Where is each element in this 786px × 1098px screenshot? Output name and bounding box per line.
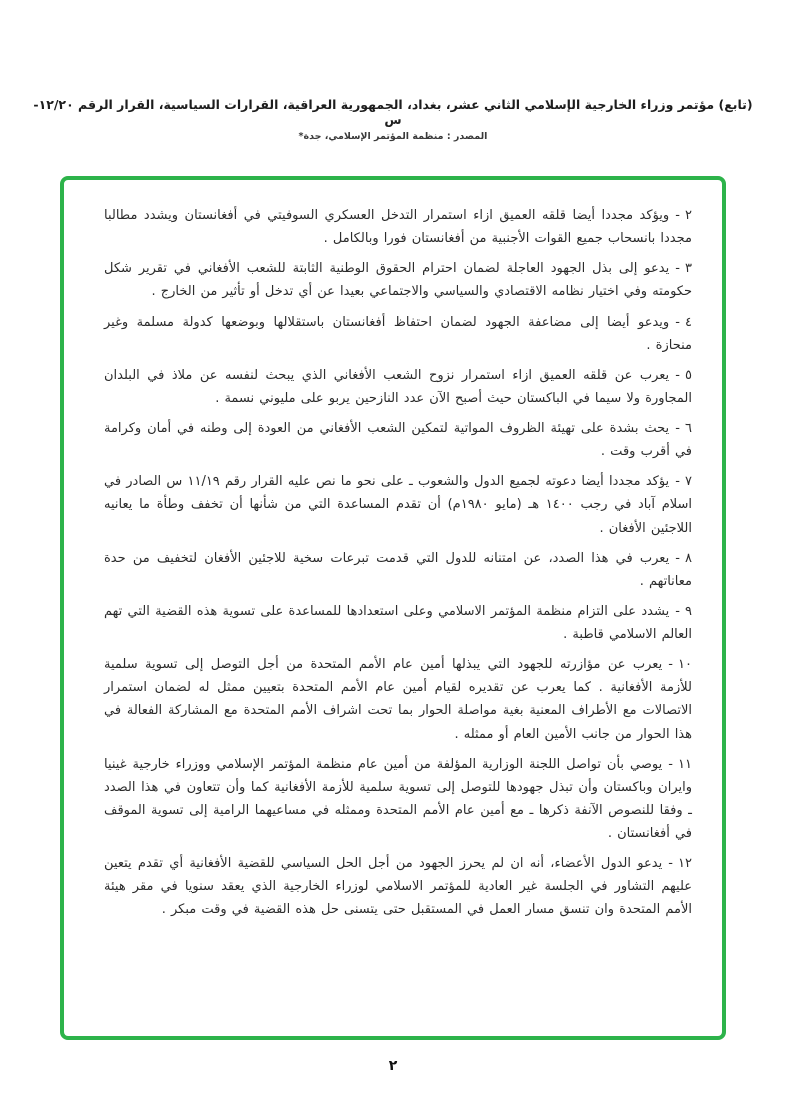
clause-number: ٨ - bbox=[675, 550, 692, 566]
resolution-clause-6 bbox=[104, 417, 692, 463]
clause-text: يحث بشدة على تهيئة الظروف المواتية لتمكين الشعب الأفغاني من العودة إلى وطنه في أمان وكرامة في أقرب وقت . bbox=[104, 421, 692, 460]
clause-text: يعرب عن قلقه العميق ازاء استمرار نزوح الشعب الأفغاني الذي يبحث لنفسه عن ملاذ في البلدان المجاورة ولا سيما في الباكستان حيث أصبح الآن عدد النازحين يربو على مليوني نسمة . bbox=[104, 367, 692, 406]
page-number: ٢ bbox=[388, 1058, 398, 1074]
clause-text: يوصي بأن تواصل اللجنة الوزارية المؤلفة من أمين عام منظمة المؤتمر الإسلامي ووزراء خارجية غينيا وايران وباكستان وأن تبذل جهودها للتوصل إلى تسوية سلمية للأزمة الأفغانية كما وأن تتعاون في هذا الصدد ـ وفقا للنصوص الآنفة ذكرها ـ مع أمين عام الأمم المتحدة وممثله في مساعيهما الرامية إلى تسوية الموقف في أفغانستان . bbox=[104, 756, 692, 841]
clause-number: ١١ - bbox=[668, 756, 692, 772]
clause-number: ٦ - bbox=[675, 421, 692, 436]
resolution-clause-12 bbox=[104, 852, 692, 921]
clause-text: يعرب في هذا الصدد، عن امتنانه للدول التي قدمت تبرعات سخية للاجئين الأفغان لتخفيف من حدة معاناتهم . bbox=[104, 550, 692, 589]
resolution-clause-7 bbox=[104, 470, 692, 539]
clause-text: يدعو إلى بذل الجهود العاجلة لضمان احترام الحقوق الوطنية الثابتة للشعب الأفغاني في تقرير شكل حكومته وفي اختيار نظامه الاقتصادي والسياسي والاجتماعي بعيدا عن أي تدخل أو تأثير من الخارج . bbox=[104, 261, 692, 300]
resolution-clause-8 bbox=[104, 547, 692, 593]
clause-number: ٤ - bbox=[675, 314, 692, 330]
clause-number: ٢ - bbox=[675, 208, 692, 223]
clause-number: ٧ - bbox=[675, 474, 692, 490]
clause-number: ٩ - bbox=[675, 603, 692, 619]
resolution-clause-9 bbox=[104, 600, 692, 646]
clause-text: ويدعو أيضا إلى مضاعفة الجهود لضمان احتفاظ أفغانستان باستقلالها وبوضعها كدولة مسلمة وغير منحازة . bbox=[104, 314, 692, 353]
clause-number: ١٢ - bbox=[668, 856, 692, 872]
document-title: (تابع) مؤتمر وزراء الخارجية الإسلامي الثاني عشر، بغداد، الجمهورية العراقية، القرارات السياسية، القرار الرقم ١٢/٢٠- س bbox=[33, 97, 753, 127]
clause-text: يشدد على التزام منظمة المؤتمر الاسلامي وعلى استعدادها للمساعدة على تسوية هذه القضية التي تهم العالم الاسلامي قاطبة . bbox=[104, 603, 692, 642]
clause-text: يؤكد مجددا أيضا دعوته لجميع الدول والشعوب ـ على نحو ما نص عليه القرار رقم ١١/١٩ س الصادر في اسلام آباد في رجب ١٤٠٠ هـ (مايو ١٩٨٠م) أن تقدم المساعدة التي من شأنها أن تخفف وطأة ما يعانيه اللاجئين الأفغان . bbox=[104, 474, 692, 536]
resolution-clause-10 bbox=[104, 653, 692, 746]
resolution-clause-3 bbox=[104, 257, 692, 303]
resolution-clause-4 bbox=[104, 311, 692, 357]
clause-number: ٥ - bbox=[675, 367, 692, 383]
document-source-line: المصدر : منظمة المؤتمر الإسلامي، جدة* bbox=[298, 131, 488, 142]
clause-text: يدعو الدول الأعضاء، أنه ان لم يحرز الجهود من أجل الحل السياسي للقضية الأفغانية أي تقدم يتعين عليهم التشاور في الجلسة غير العادية للمؤتمر الاسلامي لوزراء الخارجية الذي يعقد سنويا في مقر هيئة الأمم المتحدة وان تنسق مسار العمل في المستقبل حتى يتسنى حل هذه القضية في وقت مبكر . bbox=[104, 856, 692, 918]
resolution-clause-2 bbox=[104, 204, 692, 250]
clause-number: ١٠ - bbox=[668, 657, 692, 673]
clause-text: ويؤكد مجددا أيضا قلقه العميق ازاء استمرار التدخل العسكري السوفيتي في أفغانستان ويشدد مطالبا مجددا بانسحاب جميع القوات الأجنبية من أفغانستان فورا وبالكامل . bbox=[104, 208, 692, 247]
clause-number: ٣ - bbox=[675, 261, 692, 277]
clause-text: يعرب عن مؤازرته للجهود التي يبذلها أمين عام الأمم المتحدة من أجل التوصل إلى تسوية سلمية للأزمة الأفغانية . كما يعرب عن تقديره لقيام أمين عام الأمم المتحدة بتعيين ممثل له لضمان استمرار الاتصالات مع الأطراف المعنية بغية مواصلة الحوار بما تحت اشراف الأمم المتحدة مع المشاركة الفعالة في هذا الحوار من جانب الأمين العام أو ممثله . bbox=[104, 657, 692, 742]
content-frame bbox=[60, 176, 726, 1040]
resolution-clause-11 bbox=[104, 753, 692, 846]
resolution-clause-5 bbox=[104, 364, 692, 410]
